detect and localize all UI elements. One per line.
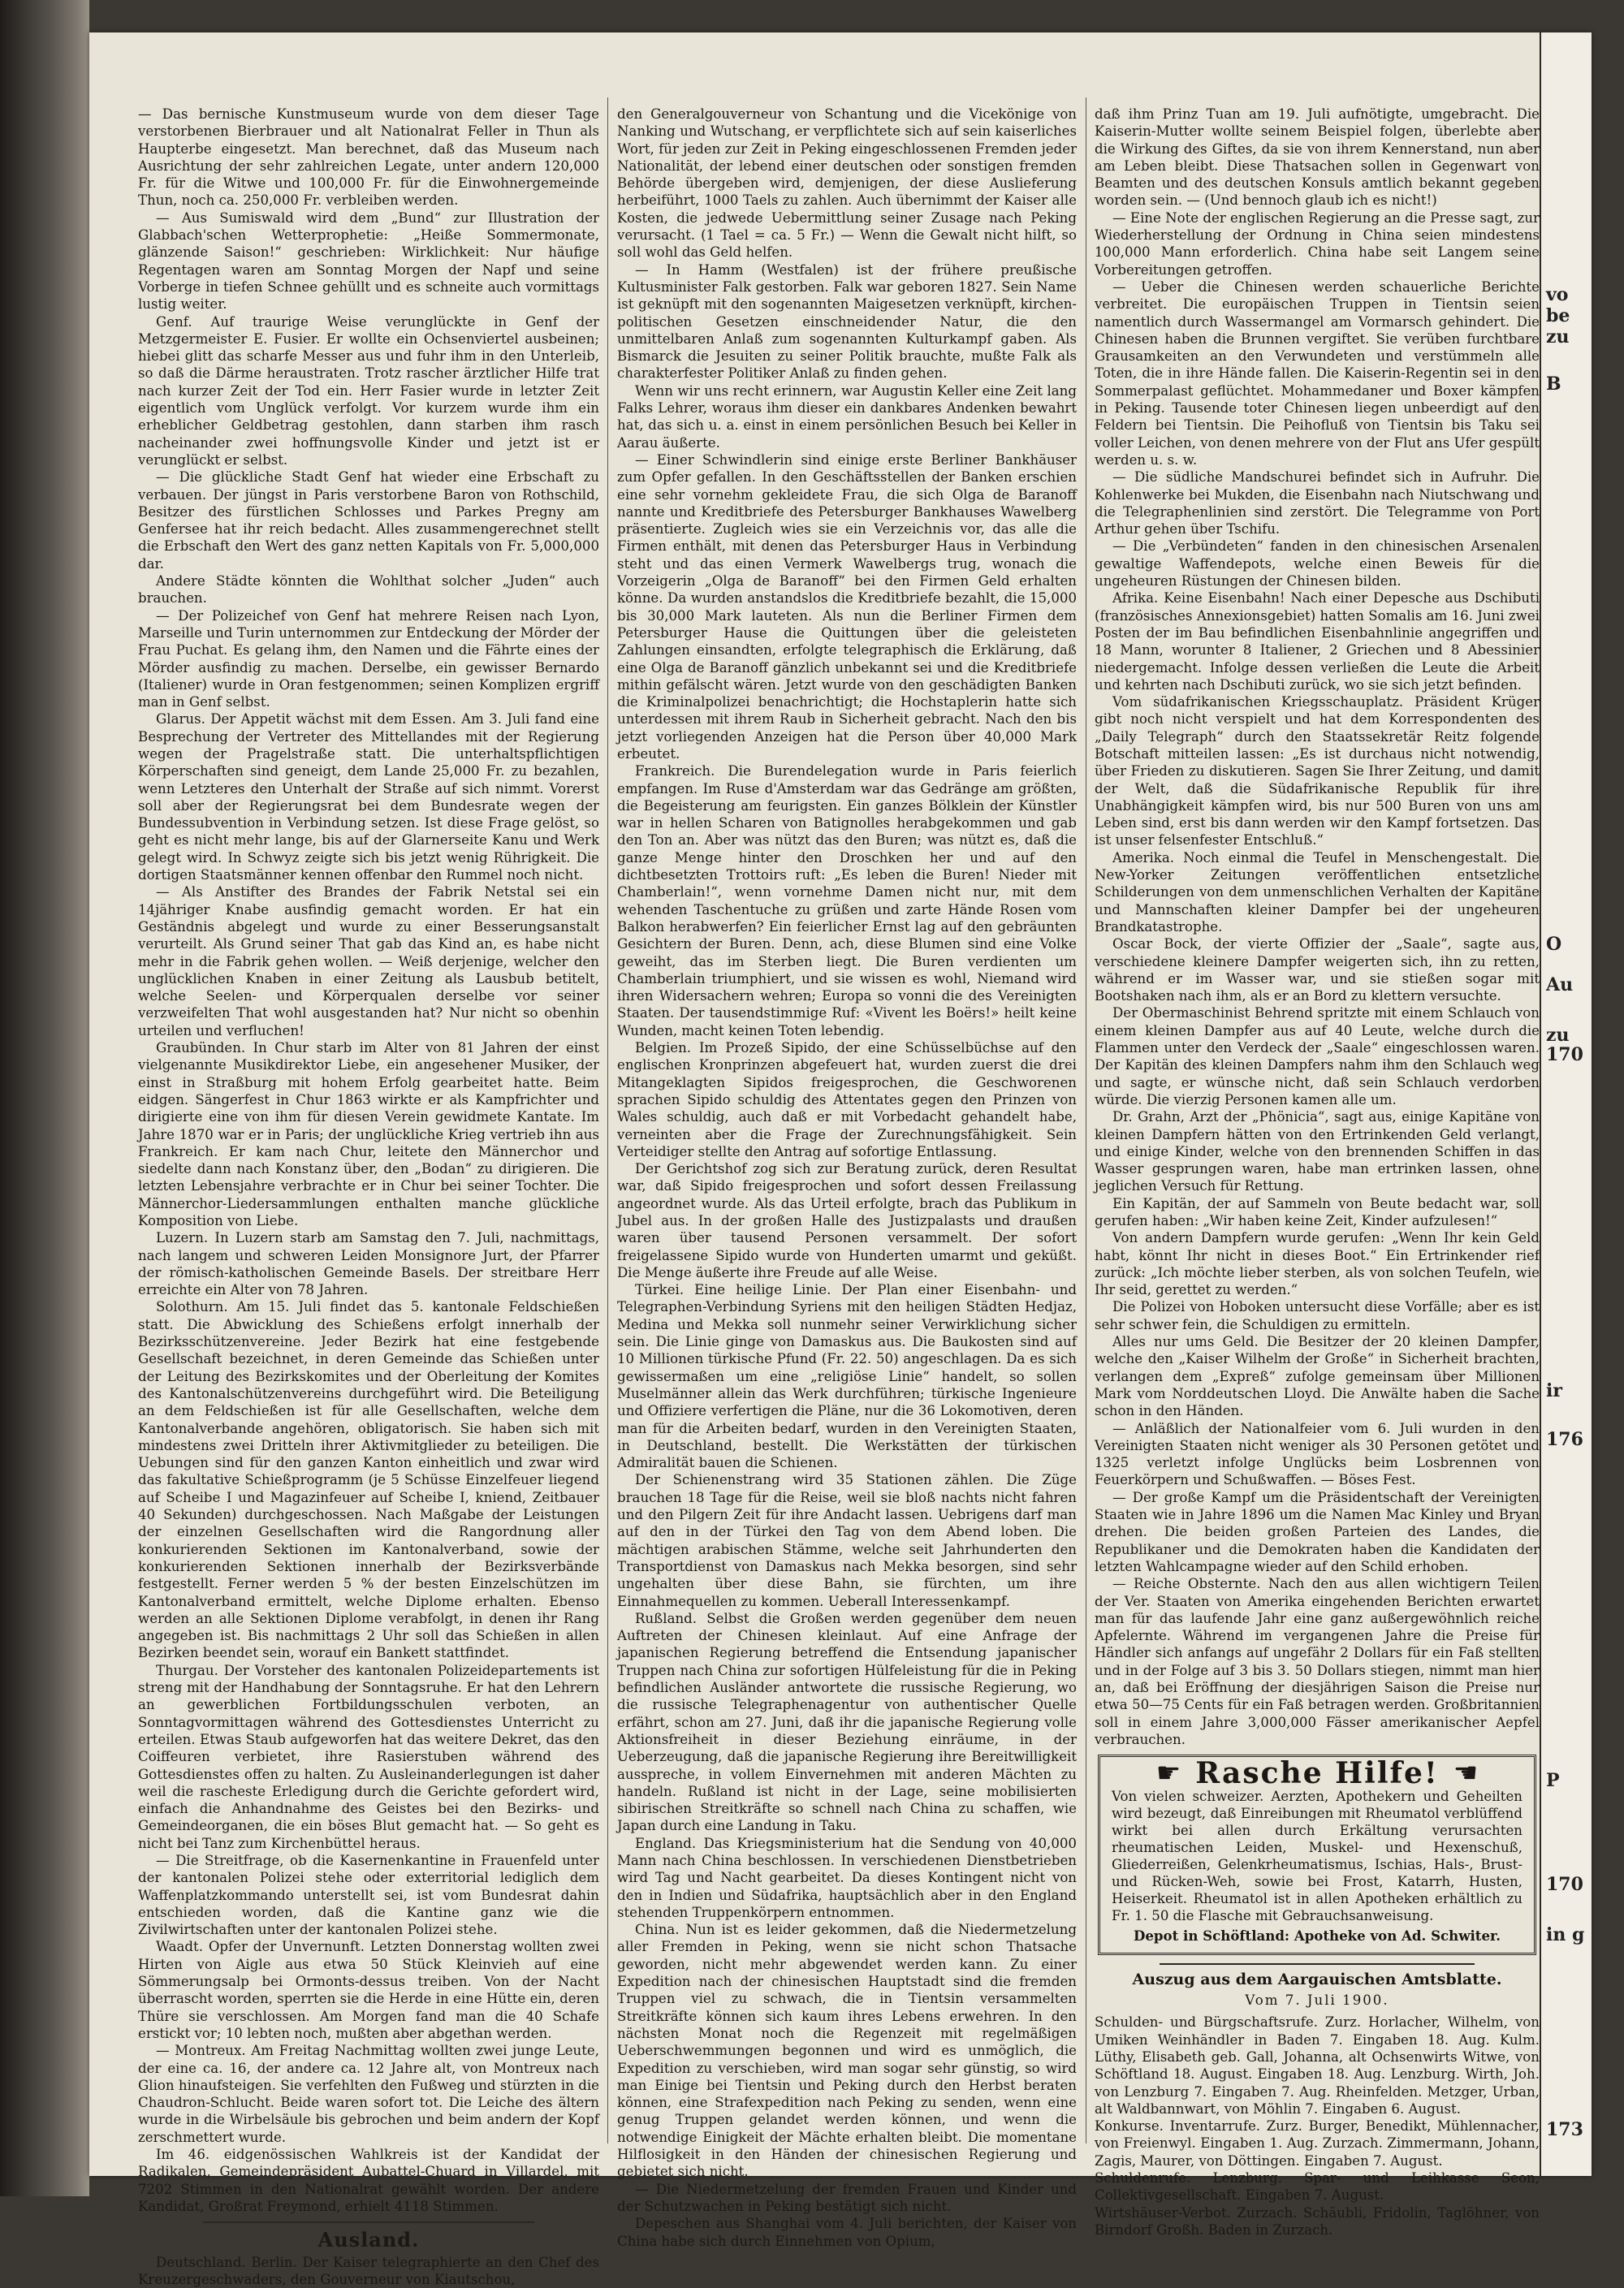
newspaper-page xyxy=(89,32,1592,2287)
article-kaiser-cont: den Generalgouverneur von Schantung und die Vicekönige von Nanking und Wutschang, er verpflichtete sich auf sein kaiserliches Wort, für jeden zur Zeit in Peking eingeschlossenen Fremden jeder Nationalität, der lebend einer deutschen oder sonstigen fremden Behörde übergeben wird, demjenigen, der diese Auslieferung herbeiführt, 1000 Taels zu zahlen. Auch übernimmt der Kaiser alle Kosten, die jedwede Uebermittlung seiner Zusage nach Peking verursacht. (1 Tael = ca. 5 Fr.) — Wenn die Gewalt nicht hilft, so soll wohl das Geld helfen. xyxy=(617,106,1077,261)
article-nationalfeier: — Anläßlich der Nationalfeier vom 6. Juli wurden in den Vereinigten Staaten nicht weniger als 30 Personen getötet und 1325 verletzt infolge Unglücks beim Losbrennen von Feuerkörpern und Schußwaffen. — Böses Fest. xyxy=(1095,1420,1540,1488)
adjacent-page-edge xyxy=(1540,32,1592,2176)
article-thurgau: Thurgau. Der Vorsteher des kantonalen Polizeidepartements ist streng mit der Handhabung der Sonntagsruhe. Er hat den Lehrern an gewerblichen Fortbildungsschulen verboten, an Sonntagvormittagen während des Gottesdienstes Unterricht zu erteilen. Etwas Staub aufgeworfen hat das weitere Dekret, das den Coiffeuren verbietet, ihre Rasierstuben während des Gottesdienstes offen zu halten. Zu Ausleinanderlegungen ist daher weil die rascheste Erledigung durch die Gerichte gefordert wird, einfach die Anhandnahme des Geistes bei den Bezirks- und Gemeindeorganen, die ein böses Blut gemacht hat. — So geht es nicht bei Tanz zum Kirchenbüttel heraus. xyxy=(138,1662,599,1851)
article-england: England. Das Kriegsministerium hat die Sendung von 40,000 Mann nach China beschlossen. In verschiedenen Dienstbetrieben wird Tag und Nacht gearbeitet. Da dieses Kontingent nicht von den in Indien und Südafrika, hauptsächlich aber in den England stehenden Truppenkörpern entnommen. xyxy=(617,1835,1077,1920)
article-amerika: Amerika. Noch einmal die Teufel in Menschengestalt. Die New-Yorker Zeitungen veröffentlichen entsetzliche Schilderungen von dem unmenschlichen Verhalten der Kapitäne und Mannschaften kleiner Dampfer bei der ungeheuren Brandkatastrophe. xyxy=(1095,849,1540,935)
pointing-hand-left-icon: ☚ xyxy=(1453,1757,1479,1790)
article-china: China. Nun ist es leider gekommen, daß die Niedermetzelung aller Fremden in Peking, wenn sie nicht schon Thatsache geworden, nicht mehr abgewendet werden kann. Zu einer Expedition nach der chinesischen Hauptstadt sind die fremden Truppen viel zu schwach, die in Tientsin versammelten Streitkräfte können sich kaum ihres Lebens erwehren. In den nächsten Monat noch die Regenzeit mit regelmäßigen Ueberschwemmungen begonnen und wird es unmöglich, die Expedition zu verschieben, wird man sogar sehr günstig, so wird man Einige bei Tientsin und Peking durch den Herbst beraten können, eine Strafexpedition nach Peking zu senden, wenn eine genug Truppen gelandet werden können, und wenn die notwendige Einigkeit der Mächte erhalten bleibt. Die momentane Hilflosigkeit in den Händen der chinesischen Regierung und gebietet sich nicht. xyxy=(617,1922,1077,2180)
article-obsternte: — Reiche Obsternte. Nach den aus allen wichtigern Teilen der Ver. Staaten von Amerika eingehenden Berichten erwartet man für das laufende Jahr eine ganz außergewöhnlich reiche Apfelernte. Während im vergangenen Jahre die Preise für Händler sich anfangs auf ungefähr 2 Dollars für ein Faß stellten und in der Folge auf 3 bis 3. 50 Dollars stiegen, nimmt man hier an, daß bei Eröffnung der diesjährigen Saison die Preise nur etwa 50—75 Cents für ein Faß betragen werden. Großbritannien soll in einem Jahre 3,000,000 Fässer amerikanischer Aepfel verbrauchen. xyxy=(1095,1576,1540,1747)
article-frauenfeld: — Die Streitfrage, ob die Kasernenkantine in Frauenfeld unter der kantonalen Polizei stehe oder exterritorial lediglich dem Waffenplatzkommando unterstellt sei, ist vom Bundesrat dahin entschieden worden, daß die Kantine ganz wie die Zivilwirtschaften unter der kantonalen Polizei stehe. xyxy=(138,1852,599,1938)
edge-fragment: B xyxy=(1546,373,1561,395)
article-netstal: — Als Anstifter des Brandes der Fabrik Netstal sei ein 14jähriger Knabe ausfindig gemacht worden. Er hat ein Geständnis abgelegt und wurde zu einer Besserungsanstalt verurteilt. Als Grund seiner That gab das Kind an, es habe nicht mehr in die Fabrik gehen wollen. — Weiß derjenige, welcher den unglücklichen Knaben in einer Zeitung als Lausbub betitelt, welche Seelen- und Körperqualen derselbe vor seiner verzweifelten That wohl ausgestanden hat? Nur nicht so obenhin urteilen und verfluchen! xyxy=(138,884,599,1038)
article-geld: Alles nur ums Geld. Die Besitzer der 20 kleinen Dampfer, welche den „Kaiser Wilhelm der Große“ in Sicherheit brachten, verlangen dem „Expreß“ zufolge gemeinsam über Millionen Mark vom Norddeutschen Lloyd. Die Anwälte haben die Sache schon in den Händen. xyxy=(1095,1334,1540,1419)
edge-fragment: be xyxy=(1546,305,1570,326)
article-tuerkei-2: Der Schienenstrang wird 35 Stationen zählen. Die Züge brauchen 18 Tage für die Reise, weil sie bloß nachts nicht fahren und den Pilgern Zeit für ihre Andacht lassen. Uebrigens darf man auf den in der Türkei den Tag von dem Abend loben. Die mächtigen arabischen Stämme, welche seit Jahrhunderten den Transportdienst von Damaskus nach Mekka besorgen, sind sehr ungehalten über diese Bahn, sie fürchten, um ihre Einnahmequellen zu kommen. Ueberall Interessenkampf. xyxy=(617,1472,1077,1609)
ad-body: Von vielen schweizer. Aerzten, Apothekern und Geheilten wird bezeugt, daß Einreibungen mit Rheumatol verblüffend wirkt bei allen durch Erkältung verursachten rheumatischen Leiden, Muskel- und Hexenschuß, Gliederreißen, Gelenkrheumatismus, Ischias, Hals-, Brust- und Rücken-Weh, sowie bei Frost, Katarrh, Husten, Heiserkeit. Rheumatol ist in allen Apotheken erhältlich zu Fr. 1. 50 die Flasche mit Gebrauchsanweisung. xyxy=(1112,1788,1522,1923)
binding-spine xyxy=(0,0,89,2196)
amtsblatt-entry: Schuldenrufe. Lenzburg. Spar- und Leihkasse Seon, Collektivgesellschaft. Eingaben 7. August. xyxy=(1095,2170,1540,2204)
article-frankreich: Frankreich. Die Burendelegation wurde in Paris feierlich empfangen. Im Ruse d'Amsterdam war das Gedränge am größten, die Begeisterung am feurigsten. Ein ganzes Bölklein der Künstler war in hellen Scharen von Batignolles herabgekommen und gab den Ton an. Aber was nützt das den Buren; was nützt es, daß die ganze Menge hinter den Droschken her und auf den dichtbesetzten Trottoirs ruft: „Es leben die Buren! Nieder mit Chamberlain!“, wenn vornehme Damen nicht nur, mit dem wehenden Taschentuche zu grüßen und zarte Hände Rosen vom Balkon herabwerfen? Ein feierlicher Ernst lag auf den gebräunten Gesichtern der Buren. Denn, ach, diese Blumen sind eine Volke geweiht, das im Sterben liegt. Die Buren verdienten um Chamberlain triumphiert, und sie wissen es wohl, Niemand wird ihren Widersachern wehren; Europa so vonni die des Vereinigten Staaten. Der tausendstimmige Ruf: «Vivent les Boërs!» heilt keine Wunden, macht keinen Toten lebendig. xyxy=(617,763,1077,1038)
column-3 xyxy=(1095,106,1540,2238)
article-china-2: — Die Niedermetzelung der fremden Frauen und Kinder und der Schutzwachen in Peking bestätigt sich nicht. xyxy=(617,2181,1077,2214)
article-graubuenden: Graubünden. In Chur starb im Alter von 81 Jahren der einst vielgenannte Musikdirektor Liebe, ein angesehener Musiker, der einst in Straßburg mit hohem Erfolg gearbeitet hatte. Beim eidgen. Sängerfest in Chur 1863 wirkte er als Kampfrichter und dirigierte eine von ihm für diesen Verein gewidmete Kantate. Im Jahre 1870 war er in Paris; der unglückliche Krieg vertrieb ihn aus Frankreich. Er kam nach Chur, leitete den Männerchor und siedelte dann nach Konstanz über, den „Bodan“ zu dirigieren. Die letzten Lebensjahre verbrachte er in Chur bei seiner Tochter. Die Männerchor-Liedersammlungen enthalten manche glückliche Komposition von Liebe. xyxy=(138,1040,599,1228)
edge-fragment: 170 xyxy=(1546,1874,1583,1895)
ad-title: Rasche Hilfe! xyxy=(1195,1756,1439,1791)
ad-depot: Depot in Schöftland: Apotheke von Ad. Schwiter. xyxy=(1133,1927,1501,1944)
section-divider xyxy=(1160,1963,1475,1965)
article-solothurn: Solothurn. Am 15. Juli findet das 5. kantonale Feldschießen statt. Die Abwicklung des Schießens erfolgt innerhalb der Bezirksschützenvereine. Jeder Bezirk hat eine festgebende Gesellschaft bezeichnet, in deren Gemeinde das Schießen unter der Leitung des Bezirkskomites und der Oberleitung der Komites des Kantonalschützenvereins durchgeführt wird. Die Beteiligung an dem Feldschießen ist für alle Gesellschaften, welche dem Kantonalverbande angehören, obligatorisch. Sie haben sich mit mindestens zwei Dritteln ihrer Aktivmitglieder zu beteiligen. Die Uebungen sind für den ganzen Kanton einheitlich und zwar wird das fakultative Schießprogramm (je 5 Schüsse Einzelfeuer liegend auf Scheibe I und Magazinfeuer auf Scheibe I, kniend, Zeitbauer 40 Sekunden) durchgeschossen. Nach Maßgabe der Leistungen der einzelnen Gesellschaften wird die Rangordnung aller konkurierenden Sektionen im Kantonalverband, sowie der konkurierenden Sektionen innerhalb der Bezirksverbände festgestellt. Ferner werden 5 % der besten Einzelschützen im Kantonalverband ermittelt, welche Diplome erhalten. Ebenso werden an alle Sektionen Diplome verabfolgt, in denen ihr Rang angegeben ist. Bis nachmittags 2 Uhr soll das Schießen in allen Bezirken beendet sein, worauf ein Bankett stattfindet. xyxy=(138,1299,599,1661)
article-genf-2: — Die glückliche Stadt Genf hat wieder eine Erbschaft zu verbauen. Der jüngst in Paris verstorbene Baron von Rothschild, Besitzer des fürstlichen Schlosses und Parkes Pregny am Genfersee hat ihr reich bedacht. Alles zusammengerechnet stellt die Erbschaft den Wert des ganz netten Kapitals von Fr. 5,000,000 dar. xyxy=(138,469,599,572)
edge-fragment: ir xyxy=(1546,1380,1562,1401)
article-grahn: Dr. Grahn, Arzt der „Phönicia“, sagt aus, einige Kapitäne von kleinen Dampfern hätten von den Ertrinkenden Geld verlangt, und einige Kinder, welche von den brennenden Schiffen in das Wasser gesprungen waren, habe man ertrinken lassen, ohne jeglichen Versuch für Rettung. xyxy=(1095,1109,1540,1194)
article-behrend: Der Obermaschinist Behrend spritzte mit einem Schlauch von einem kleinen Dampfer aus auf 40 Leute, welche durch die Flammen unter den Verdeck der „Saale“ eingeschlossen waren. Der Kapitän des kleinen Dampfers nahm ihm den Schlauch weg und sagte, er wünsche nicht, daß sein Schlauch verdorben würde. Die vierzig Personen kamen alle um. xyxy=(1095,1005,1540,1107)
edge-fragment: zu xyxy=(1546,326,1570,348)
edge-fragment: zu xyxy=(1546,1025,1570,1046)
article-schwindlerin: — Einer Schwindlerin sind einige erste Berliner Bankhäuser zum Opfer gefallen. In den Geschäftsstellen der Banken erschien eine sehr vornehm gekleidete Frau, die sich Olga de Baranoff nannte und Kreditbriefe des Petersburger Bankhauses Wawelberg präsentierte. Zugleich wies sie ein Verzeichnis vor, das alle die Firmen enthält, mit denen das Petersburger Haus in Verbindung steht und das einen Vermerk Wawelbergs trug, wonach die Vorzeigerin „Olga de Baranoff“ bei den Firmen Geld erhalten könne. Da wurden anstandslos die Kreditbriefe bezahlt, die 15,000 bis 30,000 Mark lauteten. Als nun die Berliner Firmen dem Petersburger Hause die Quittungen über die geleisteten Zahlungen einsandten, erfolgte telegraphisch die Erklärung, daß eine Olga de Baranoff gänzlich unbekannt sei und die Kreditbriefe mithin gefälscht wären. Jetzt wurde von den geschädigten Banken die Kriminalpolizei benachrichtigt; die Hochstaplerin hatte sich unterdessen mit ihrem Raub in Sicherheit gebracht. Nach den bis jetzt vorliegenden Anzeigen hat die Person über 40,000 Mark erbeutet. xyxy=(617,451,1077,762)
article-belgien-2: Der Gerichtshof zog sich zur Beratung zurück, deren Resultat war, daß Sipido freigesprochen und sofort dessen Freilassung angeordnet wurde. Als das Urteil erfolgte, brach das Publikum in Jubel aus. In der großen Halle des Justizpalasts und draußen waren über tausend Personen versammelt. Der sofort freigelassene Sipido wurde von Hunderten umarmt und geküßt. Die Menge äußerte ihre Freude auf alle Weise. xyxy=(617,1161,1077,1280)
article-kunstmuseum: — Das bernische Kunstmuseum wurde von dem dieser Tage verstorbenen Bierbrauer und alt Nationalrat Feller in Thun als Haupterbe eingesetzt. Man berechnet, daß das Museum nach Ausrichtung der sehr zahlreichen Legate, unter andern 120,000 Fr. für die Witwe und 100,000 Fr. für die Einwohnergemeinde Thun, noch ca. 250,000 Fr. verbleiben werden. xyxy=(138,106,599,209)
edge-fragment: 173 xyxy=(1546,2119,1583,2140)
article-montreux: — Montreux. Am Freitag Nachmittag wollten zwei junge Leute, der eine ca. 16, der andere ca. 12 Jahre alt, von Montreux nach Glion hinaufsteigen. Sie verfehlten den Fußweg und stürzten in die Chaudron-Schlucht. Beide waren sofort tot. Die Leiche des ältern wurde in die Wirbelsäule bis gebrochen und beim andern der Kopf zerschmettert wurde. xyxy=(138,2043,599,2145)
article-sumiswald: — Aus Sumiswald wird dem „Bund“ zur Illustration der Glabbach'schen Wetterprophetie: „Heiße Sommermonate, glänzende Saison!“ geschrieben: Wirklichkeit: Nur häufige Regentagen waren am Sonntag Morgen der Napf und seine Vorberge in tiefen Schnee gehüllt und es schneite auch vormittags lustig weiter. xyxy=(138,209,599,313)
amtsblatt-title: Auszug aus dem Aargauischen Amtsblatte. xyxy=(1132,1970,1502,1988)
article-wahlkreis: Im 46. eidgenössischen Wahlkreis ist der Kandidat der Radikalen, Gemeindepräsident Aubattel-Chuard in Villardel, mit 7202 Stimmen in den Nationalrat gewählt worden. Der andere Kandidat, Großrat Freymond, erhielt 4118 Stimmen. xyxy=(138,2147,599,2214)
article-genf-1: Genf. Auf traurige Weise verunglückte in Genf der Metzgermeister E. Fusier. Er wollte ein Ochsenviertel ausbeinen; hiebei glitt das scharfe Messer aus und fuhr ihm in den Unterleib, so daß die Därme heraustraten. Trotz rascher ärztlicher Hilfe trat nach kurzer Zeit der Tod ein. Herr Fasier wurde in letzter Zeit eigentlich vom Unglück verfolgt. Vor kurzem wurde ihm ein erheblicher Geldbetrag gestohlen, dann starben ihm rasch nacheinander zwei hoffnungsvolle Kinder und jetzt ist er verunglückt er selbst. xyxy=(138,313,599,468)
article-dampfer: Von andern Dampfern wurde gerufen: „Wenn Ihr kein Geld habt, könnt Ihr nicht in dieses Boot.“ Ein Ertrinkender rief zurück: „Ich möchte lieber sterben, als von solchen Teufeln, wie Ihr seid, gerettet zu werden.“ xyxy=(1095,1230,1540,1298)
edge-fragment: in g xyxy=(1546,1924,1585,1945)
amtsblatt-date: Vom 7. Juli 1900. xyxy=(1245,1992,1389,2009)
article-genf-4: — Der Polizeichef von Genf hat mehrere Reisen nach Lyon, Marseille und Turin unternommen zur Entdeckung der Mörder der Frau Puchat. Es gelang ihm, den Namen und die Fährte eines der Mörder ausfindig zu machen. Derselbe, ein gewisser Bernardo (Italiener) wurde in Oran festgenommen; seinen Komplizen ergriff man in Genf selbst. xyxy=(138,607,599,710)
edge-fragment: P xyxy=(1546,1770,1560,1791)
article-deutschland: Deutschland. Berlin. Der Kaiser telegraphierte an den Chef des Kreuzergeschwaders, den Gouverneur von Kiautschou, xyxy=(138,2254,599,2287)
article-hoboken: Die Polizei von Hoboken untersucht diese Vorfälle; aber es ist sehr schwer fein, die Schuldigen zu ermitteln. xyxy=(1095,1299,1540,1332)
article-chinesen: — Ueber die Chinesen werden schauerliche Berichte verbreitet. Die europäischen Truppen in Tientsin seien namentlich durch Wassermangel am Vormarsch gehindert. Die Chinesen haben die Brunnen vergiftet. Sie verüben furchtbare Grausamkeiten an den Verwundeten und verstümmeln alle Toten, die in ihre Hände fallen. Die Kaiserin-Regentin sei in den Sommerpalast geflüchtet. Mohammedaner und Boxer kämpfen in Peking. Tausende toter Chinesen liegen unbeerdigt auf den Feldern bei Tientsin. Die Peihofluß von Tientsin bis Taku sei voller Leichen, von denen mehrere von der Flut ans Ufer gespült werden u. s. w. xyxy=(1095,278,1540,468)
ad-banner xyxy=(1112,1756,1522,1791)
article-kriegsschauplatz: Vom südafrikanischen Kriegsschauplatz. Präsident Krüger gibt noch nicht verspielt und hat dem Korrespondenten des „Daily Telegraph“ durch den Staatssekretär Reitz folgende Botschaft mitteilen lassen: „Es ist durchaus nicht notwendig, über Frieden zu diskutieren. Sagen Sie Ihrer Zeitung, und damit der Welt, daß die Südafrikanische Republik für ihre Unabhängigkeit kämpfen wird, bis nur 500 Buren von uns am Leben sind, erst bis dann werden wir den Kampf fortsetzen. Das ist unser felsenfester Entschluß.“ xyxy=(1095,694,1540,848)
article-bock: Oscar Bock, der vierte Offizier der „Saale“, sagte aus, verschiedene kleinere Dampfer weigerten sich, ihn zu retten, während er im Wasser war, und sie stießen sogar mit Bootshaken nach ihm, als er an Bord zu klettern versuchte. xyxy=(1095,936,1540,1004)
article-glarus: Glarus. Der Appetit wächst mit dem Essen. Am 3. Juli fand eine Besprechung der Vertreter des Mittellandes mit der Regierung wegen der Pragelstraße statt. Die unterhaltspflichtigen Körperschaften sind geneigt, dem Lande 25,000 Fr. zu bezahlen, wenn Letzteres den Unterhalt der Straße auf sich nimmt. Vorerst soll aber der Regierungsrat bei dem Bundesrate wegen der Bundessubvention in Verbindung setzen. Ist diese Frage gelöst, so geht es nicht mehr lange, bis auf der Glarnerseite Kanu und Werk gelegt wird. In Schwyz zeigte sich bis jetzt wenig Rührigkeit. Die dortigen Staatsmänner kennen offenbar den Rummel noch nicht. xyxy=(138,711,599,883)
edge-fragment: vo xyxy=(1546,284,1569,305)
edge-fragment: 170 xyxy=(1546,1044,1583,1065)
column-2 xyxy=(617,106,1077,2250)
article-tuan: daß ihm Prinz Tuan am 19. Juli aufnötigte, umgebracht. Die Kaiserin-Mutter wollte seinem Beispiel folgen, überlebte aber die Wirkung des Giftes, da sie von ihrem Kennerstand, nun aber am Leben bleibt. Diese Thatsachen sollen in Gegenwart von Beamten und des deutschen Konsuls amtlich bekannt gegeben worden sein. — (Und bennoch glaub ich es nicht!) xyxy=(1095,106,1540,209)
article-shanghai: Depeschen aus Shanghai vom 4. Juli berichten, der Kaiser von China habe sich durch Einnehmen von Opium, xyxy=(617,2216,1077,2249)
article-kapitaen: Ein Kapitän, der auf Sammeln von Beute bedacht war, soll gerufen haben: „Wir haben keine Zeit, Kinder aufzulesen!“ xyxy=(1095,1195,1540,1228)
column-1 xyxy=(138,106,599,2288)
article-genf-3: Andere Städte könnten die Wohlthat solcher „Juden“ auch brauchen. xyxy=(138,573,599,607)
article-hamm: — In Hamm (Westfalen) ist der frühere preußische Kultusminister Falk gestorben. Falk war geboren 1827. Sein Name ist geknüpft mit den sogenannten Maigesetzen verknüpft, kirchen-politischen Gesetzen einschneidender Natur, die den unmittelbaren Anlaß zum sogenannten Kulturkampf gaben. Als Bismarck die Jesuiten zu seiner Politik brauchte, mußte Falk als charakterfester Politiker Anlaß zu finden gehen. xyxy=(617,261,1077,382)
article-russland: Rußland. Selbst die Großen werden gegenüber dem neuen Auftreten der Chinesen kleinlaut. Auf eine Anfrage der japanischen Regierung betreffend die Entsendung japanischer Truppen nach China zur sofortigen Hülfeleistung für die in Peking befindlichen Ausländer antwortete die russische Regierung, wo die russische Telegraphenagentur von authentischer Quelle erfährt, schon am 27. Juni, daß ihr die japanische Regierung volle Aktionsfreiheit in dieser Beziehung einräume, in der Ueberzeugung, daß die japanische Regierung ihre Bereitwilligkeit ausspreche, in vollem Einvernehmen mit anderen Mächten zu handeln. Rußland ist nicht in der Lage, seine mobilisierten sibirischen Streitkräfte so schnell nach China zu schaffen, wie Japan durch eine Landung in Taku. xyxy=(617,1610,1077,1834)
article-mandschurei: — Die südliche Mandschurei befindet sich in Aufruhr. Die Kohlenwerke bei Mukden, die Eisenbahn nach Niutschwang und die Telegraphenlinien sind zerstört. Die Telegramme von Port Arthur gehen über Tschifu. xyxy=(1095,469,1540,537)
amtsblatt-entry: Wirtshäuser-Verbot. Zurzach. Schäubli, Fridolin, Taglöhner, von Birndorf Großh. Baden in Zurzach. xyxy=(1095,2204,1540,2238)
article-afrika: Afrika. Keine Eisenbahn! Nach einer Depesche aus Dschibuti (französisches Annexionsgebiet) hatten Somalis am 16. Juni zwei Posten der im Bau befindlichen Eisenbahnlinie angegriffen und 18 Mann, worunter 8 Italiener, 2 Griechen und 8 Abessinier niedergemacht. Infolge dessen verließen die Leute die Arbeit und kehrten nach Dschibuti zurück, wo sie sich jetzt befinden. xyxy=(1095,590,1540,693)
edge-fragment: O xyxy=(1546,934,1562,955)
amtsblatt-entry: Konkurse. Inventarrufe. Zurz. Burger, Benedikt, Mühlennacher, von Freienwyl. Eingaben 1. Aug. Zurzach. Zimmermann, Johann, Zagis, Maurer, von Döttingen. Eingaben 7. August. xyxy=(1095,2118,1540,2169)
section-divider xyxy=(203,2221,534,2223)
edge-fragment: Au xyxy=(1546,974,1574,995)
pointing-hand-right-icon: ☛ xyxy=(1155,1757,1181,1790)
article-keller: Wenn wir uns recht erinnern, war Augustin Keller eine Zeit lang Falks Lehrer, woraus ihm dieser ein dankbares Andenken bewahrt hat, das sich u. a. einst in einem persönlichen Besuch bei Keller in Aarau äußerte. xyxy=(617,382,1077,451)
section-title-ausland: Ausland. xyxy=(317,2228,420,2252)
article-waadt: Waadt. Opfer der Unvernunft. Letzten Donnerstag wollten zwei Hirten von Aigle aus etwa 50 Stück Kleinvieh auf eine Sömmerungsalp bei Ormonts-dessus treiben. Von der Nacht überrascht worden, sperrten sie die Herde in eine Hütte ein, deren Thüre sie verschlossen. Am Morgen fand man die 40 Schafe erstickt vor; 10 lebten noch, mußten aber abgethan werden. xyxy=(138,1939,599,2041)
article-praesidentschaft: — Der große Kampf um die Präsidentschaft der Vereinigten Staaten wie in Jahre 1896 um die Namen Mac Kinley und Bryan drehen. Die beiden großen Parteien des Landes, die Republikaner und die Demokraten haben die Kandidaten der letzten Wahlcampagne wieder auf den Schild erhoben. xyxy=(1095,1489,1540,1574)
article-note: — Eine Note der englischen Regierung an die Presse sagt, zur Wiederherstellung der Ordnung in China seien mindestens 100,000 Mann erforderlich. China habe seit Langem seine Vorbereitungen getroffen. xyxy=(1095,209,1540,278)
article-verbuendeten: — Die „Verbündeten“ fanden in den chinesischen Arsenalen gewaltige Waffendepots, welche einen Beweis für die ungeheuren Rüstungen der Chinesen bilden. xyxy=(1095,538,1540,589)
edge-fragment: 176 xyxy=(1546,1429,1583,1450)
article-belgien: Belgien. Im Prozeß Sipido, der eine Schüsselbüchse auf den englischen Kronprinzen abgefeuert hat, wurden zuerst die drei Mitangeklagten Sipidos freigesprochen, die Geschworenen sprachen Sipido schuldig des Attentates gegen den Prinzen von Wales schuldig, auch daß er mit Vorbedacht gehandelt habe, verneinten aber die Frage der Zurechnungsfähigkeit. Sein Verteidiger stellte den Antrag auf sofortige Entlassung. xyxy=(617,1040,1077,1159)
column-rule xyxy=(607,97,608,2143)
article-luzern: Luzern. In Luzern starb am Samstag den 7. Juli, nachmittags, nach langem und schweren Leiden Monsignore Jurt, der Pfarrer der römisch-katholischen Gemeinde Basels. Der streitbare Herr erreichte ein Alter von 78 Jahren. xyxy=(138,1230,599,1298)
article-tuerkei: Türkei. Eine heilige Linie. Der Plan einer Eisenbahn- und Telegraphen-Verbindung Syriens mit den heiligen Städten Hedjaz, Medina und Mekka soll nunmehr seiner Verwirklichung sicher sein. Die Linie ginge von Damaskus aus. Die Baukosten sind auf 10 Millionen türkische Pfund (Fr. 22. 50) angeschlagen. Da es sich gewissermaßen um eine „religiöse Linie“ handelt, so sollen Muselmänner allein das Werk durchführen; türkische Ingenieure und Offiziere verfertigen die Pläne, nur die 36 Lokomotiven, deren man für die Arbeiten bedarf, wurden in den Vereinigten Staaten, in Deutschland, bestellt. Die Werkstätten der türkischen Admiralität bauen die Schienen. xyxy=(617,1282,1077,1471)
rheumatol-advertisement xyxy=(1098,1755,1536,1955)
amtsblatt-entry: Schulden- und Bürgschaftsrufe. Zurz. Horlacher, Wilhelm, von Umiken Weinhändler in Baden 7. Eingaben 18. Aug. Kulm. Lüthy, Elisabeth geb. Gall, Johanna, alt Ochsenwirts Witwe, von Schöftland 18. August. Eingaben 18. Aug. Lenzburg. Wirth, Joh. von Lenzburg 7. Eingaben 7. Aug. Rheinfelden. Metzger, Urban, alt Waldbannwart, von Möhlin 7. Eingaben 6. August. xyxy=(1095,2014,1540,2117)
